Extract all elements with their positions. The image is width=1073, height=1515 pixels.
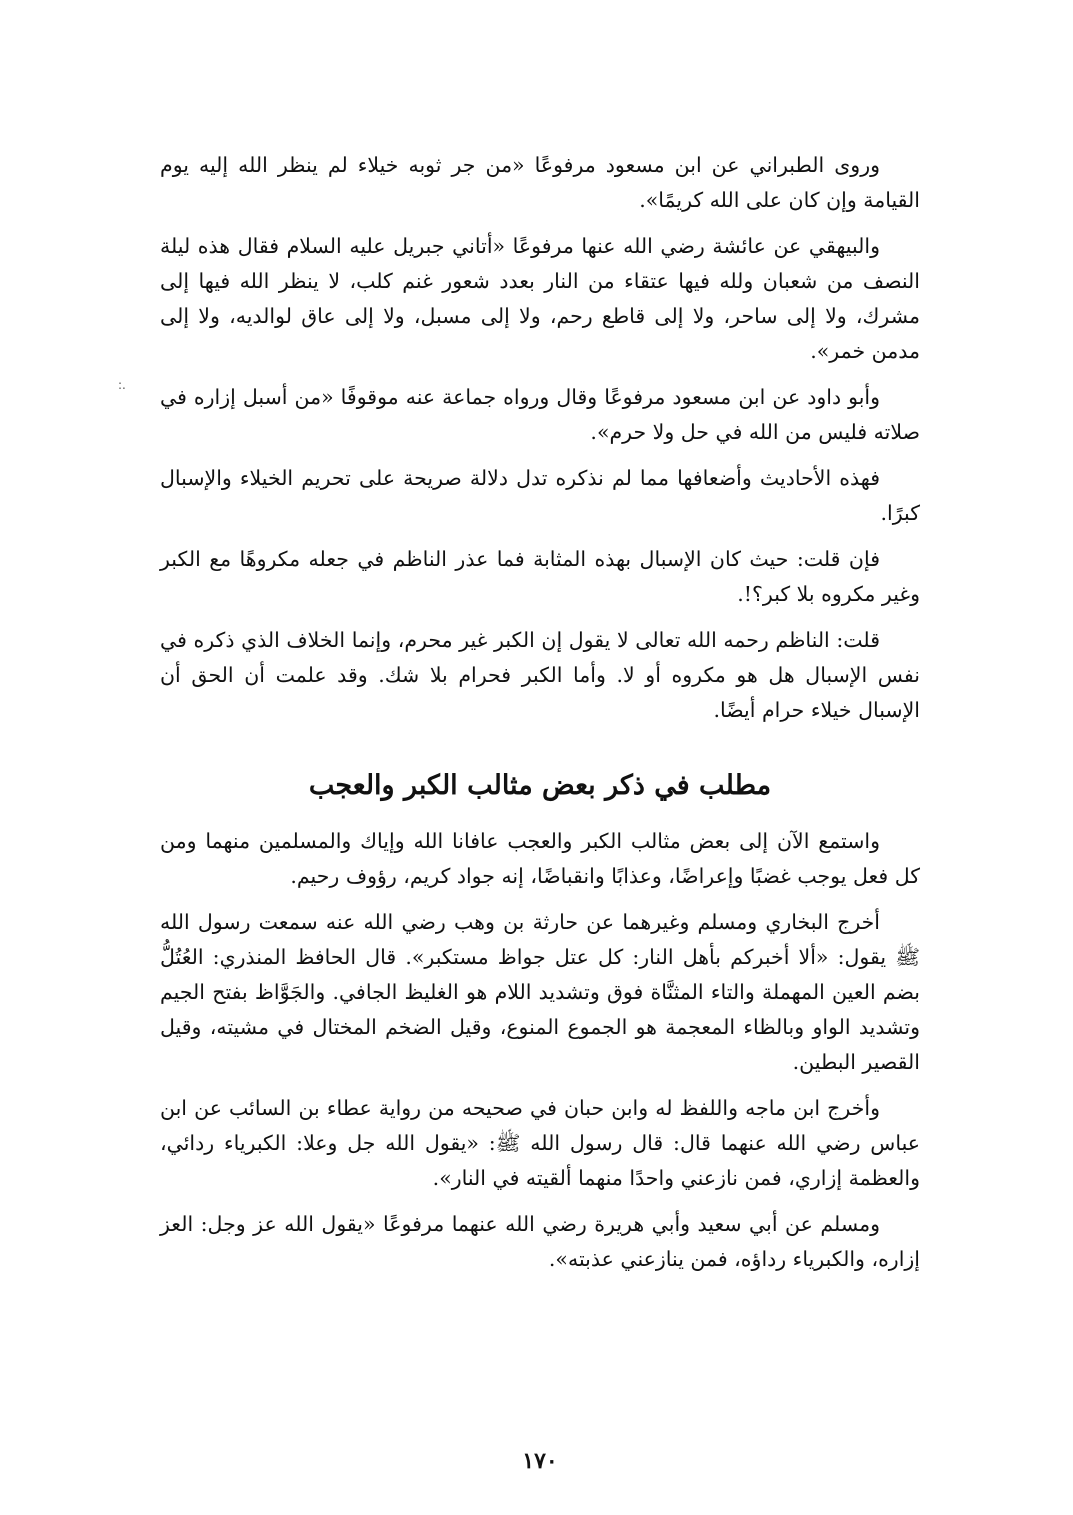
paragraph-answer: قلت: الناظم رحمه الله تعالى لا يقول إن الكبر غير محرم، وإنما الخلاف الذي ذكره في نفس الإسبال هل هو مكروه أو لا. وأما الكبر فحرام بلا شك. وقد علمت أن الحق أن الإسبال خيلاء حرام أيضًا. [160, 628, 920, 722]
page-number: ١٧٠ [522, 1448, 558, 1474]
paragraph-bukhari: أخرج البخاري ومسلم وغيرهما عن حارثة بن وهب رضي الله عنه سمعت رسول الله ﷺ يقول: «ألا أخبركم بأهل النار: كل عتل جواظ مستكبر». قال الحافظ المنذري: العُتُلُّ بضم العين المهملة والتاء المثنَّاة فوق وتشديد اللام هو الغليظ الجافي. والجَوَّاظ بفتح الجيم وتشديد الواو وبالظاء المعجمة هو الجموع المنوع، وقيل الضخم المختال في مشيته، وقيل القصير البطين. [160, 910, 920, 1074]
paragraph-bayhaqi: والبيهقي عن عائشة رضي الله عنها مرفوعًا «أتاني جبريل عليه السلام فقال هذه ليلة النصف من شعبان ولله فيها عتقاء من النار بعدد شعور غنم كلب، لا ينظر الله فيها إلى مشرك، ولا إلى ساحر، ولا إلى قاطع رحم، ولا إلى مسبل، ولا إلى عاق لوالديه، ولا إلى مدمن خمر». [160, 234, 920, 363]
paragraph-intro: واستمع الآن إلى بعض مثالب الكبر والعجب عافانا الله وإياك والمسلمين منهما ومن كل فعل يوجب غضبًا وإعراضًا، وعذابًا وانقباضًا، إنه جواد كريم، رؤوف رحيم. [160, 829, 920, 888]
paragraph-conclusion: فهذه الأحاديث وأضعافها مما لم نذكره تدل دلالة صريحة على تحريم الخيلاء والإسبال كبرًا. [160, 466, 920, 525]
section-heading: مطلب في ذكر بعض مثالب الكبر والعجب [308, 770, 772, 801]
page-body [160, 148, 920, 1474]
paragraph-muslim: ومسلم عن أبي سعيد وأبي هريرة رضي الله عنهما مرفوعًا «يقول الله عز وجل: العز إزاره، والكبرياء رداؤه، فمن ينازعني عذبته». [160, 1212, 920, 1271]
paragraph-abu-dawud: وأبو داود عن ابن مسعود مرفوعًا وقال ورواه جماعة عنه موقوفًا «من أسبل إزاره في صلاته فليس من الله في حل ولا حرم». [160, 385, 920, 444]
paragraph-question: فإن قلت: حيث كان الإسبال بهذه المثابة فما عذر الناظم في جعله مكروهًا مع الكبر وغير مكروه بلا كبر؟!. [160, 547, 920, 606]
margin-mark: :. [118, 378, 126, 392]
paragraph-ibn-majah: وأخرج ابن ماجه واللفظ له وابن حبان في صحيحه من رواية عطاء بن السائب عن ابن عباس رضي الله عنهما قال: قال رسول الله ﷺ: «يقول الله جل وعلا: الكبرياء ردائي، والعظمة إزاري، فمن نازعني واحدًا منهما ألقيته في النار». [160, 1096, 920, 1190]
paragraph-tabarani: وروى الطبراني عن ابن مسعود مرفوعًا «من جر ثوبه خيلاء لم ينظر الله إليه يوم القيامة وإن كان على الله كريمًا». [160, 153, 920, 212]
